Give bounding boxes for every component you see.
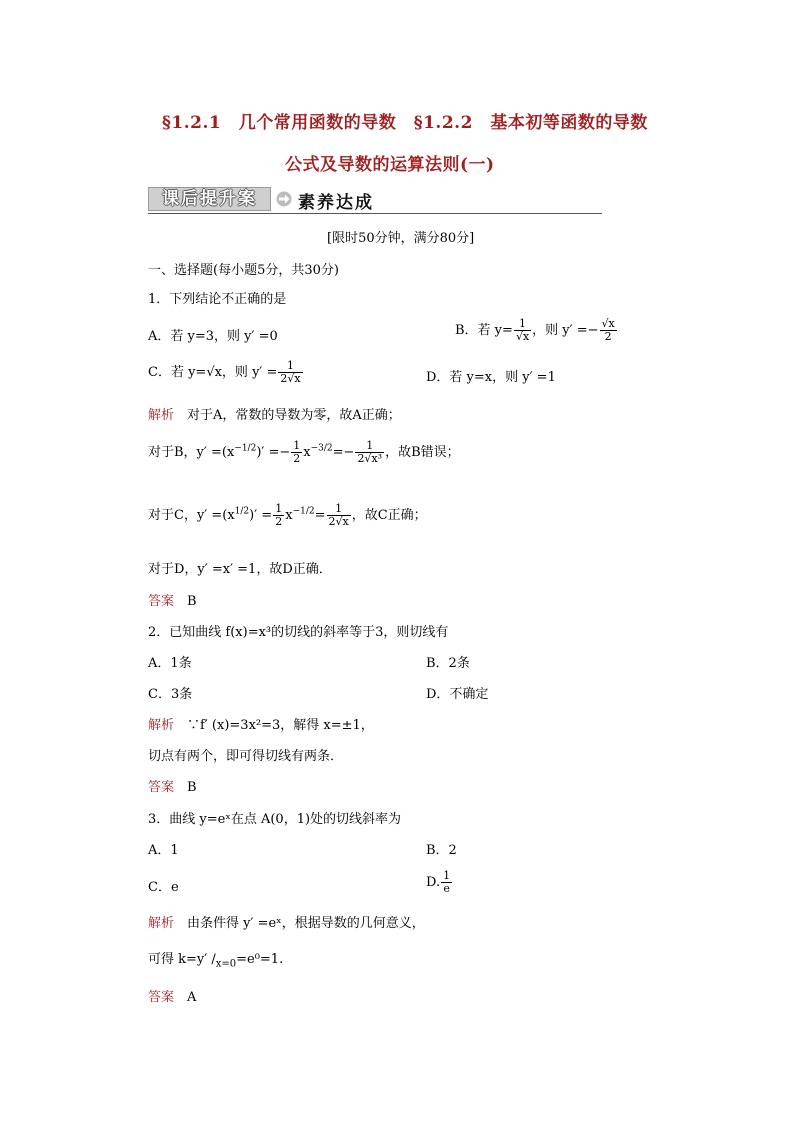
q1-answer: 答案 B [148, 594, 197, 609]
q1-stem: 1．下列结论不正确的是 [148, 292, 287, 307]
q1-analysis-3: 对于C，$y' =(x^{1/2})'$ = $\frac{1}{2}$ $x^{-1/2}=$ $\frac{1}{2√x}$ ，故C正确； [148, 502, 427, 528]
page-title-line2: 公式及导数的运算法则(一) [285, 155, 495, 175]
fraction: $\frac{1}{e}$ [443, 869, 451, 895]
q1-analysis-4: 对于D，y′ =x′ =1，故D正确． [148, 562, 332, 577]
q3-analysis-1: 解析 由条件得 y′ =eˣ，根据导数的几何意义， [148, 916, 425, 931]
q2-analysis-1: 解析 ∵f′ (x)=3x²=3，解得 x=±1， [148, 718, 374, 733]
q1-option-a: A．若 y=3，则 y′ =0 [148, 329, 278, 344]
fraction: $\frac{1}{2}$ [293, 439, 301, 465]
fraction: $\frac{1}{2√x}$ [328, 502, 349, 528]
q2-option-d: D．不确定 [426, 687, 489, 702]
fraction: $\frac{1}{2}$ [275, 502, 283, 528]
q2-option-b: B．2条 [426, 656, 470, 671]
q2-stem: 2．已知曲线 f(x)=x³的切线的斜率等于3，则切线有 [148, 625, 449, 640]
q3-option-c: C．e [148, 880, 179, 895]
q2-analysis-2: 切点有两个，即可得切线有两条． [148, 749, 344, 764]
answer-label: 答案 [148, 990, 175, 1005]
q1-option-c: C．若 y=√x，则 y′ = $\frac{1}{2√x}$ [148, 359, 301, 385]
q1-option-b: B．若 y= $\frac{1}{√x}$ ，则 y′ =− $\frac{√x}{2}$ [455, 317, 615, 343]
analysis-label: 解析 [148, 718, 175, 733]
section-heading: 一、选择题(每小题5分，共30分) [148, 263, 339, 278]
q3-stem: 3．曲线 y=eˣ在点 A(0，1)处的切线斜率为 [148, 812, 402, 827]
q1-option-d: D．若 y=x，则 y′ =1 [426, 370, 556, 385]
analysis-label: 解析 [148, 408, 175, 423]
fraction: $\frac{1}{√x}$ [515, 317, 530, 343]
answer-label: 答案 [148, 780, 175, 795]
fraction: $\frac{1}{\text{2√x³}}$ [357, 439, 383, 465]
q3-option-b: B．2 [426, 843, 457, 858]
q1-analysis-2: 对于B，$y' =(x^{-1/2})'$ =− $\frac{1}{2}$ $x^{-3/2}=-$ $\frac{1}{\text{2√x³}}$ ，故B错误； [148, 439, 460, 465]
fraction: $\frac{1}{2√x}$ [280, 359, 301, 385]
q3-answer: 答案 A [148, 990, 197, 1005]
banner-box-label: 课后提升案 [162, 189, 257, 209]
arrow-right-icon [276, 191, 292, 207]
q3-option-a: A．1 [148, 843, 179, 858]
q2-answer: 答案 B [148, 780, 197, 795]
q3-option-d: D. $\frac{1}{e}$ [426, 869, 451, 895]
q1-analysis-1: 解析 对于A，常数的导数为零，故A正确； [148, 408, 401, 423]
banner-text: 素养达成 [298, 193, 374, 213]
time-limit: [限时50分钟，满分80分] [327, 231, 475, 246]
q3-analysis-2: 可得 k=y′ $/_{x=0}=e^0=1$. [148, 952, 284, 970]
q2-option-a: A．1条 [148, 656, 192, 671]
banner-box [148, 187, 271, 211]
analysis-label: 解析 [148, 916, 175, 931]
fraction: $\frac{√x}{2}$ [601, 317, 615, 343]
page-title-line1: §1.2.1 几个常用函数的导数 §1.2.2 基本初等函数的导数 [162, 113, 648, 133]
q2-option-c: C．3条 [148, 687, 193, 702]
answer-label: 答案 [148, 594, 175, 609]
banner-divider [148, 213, 602, 214]
